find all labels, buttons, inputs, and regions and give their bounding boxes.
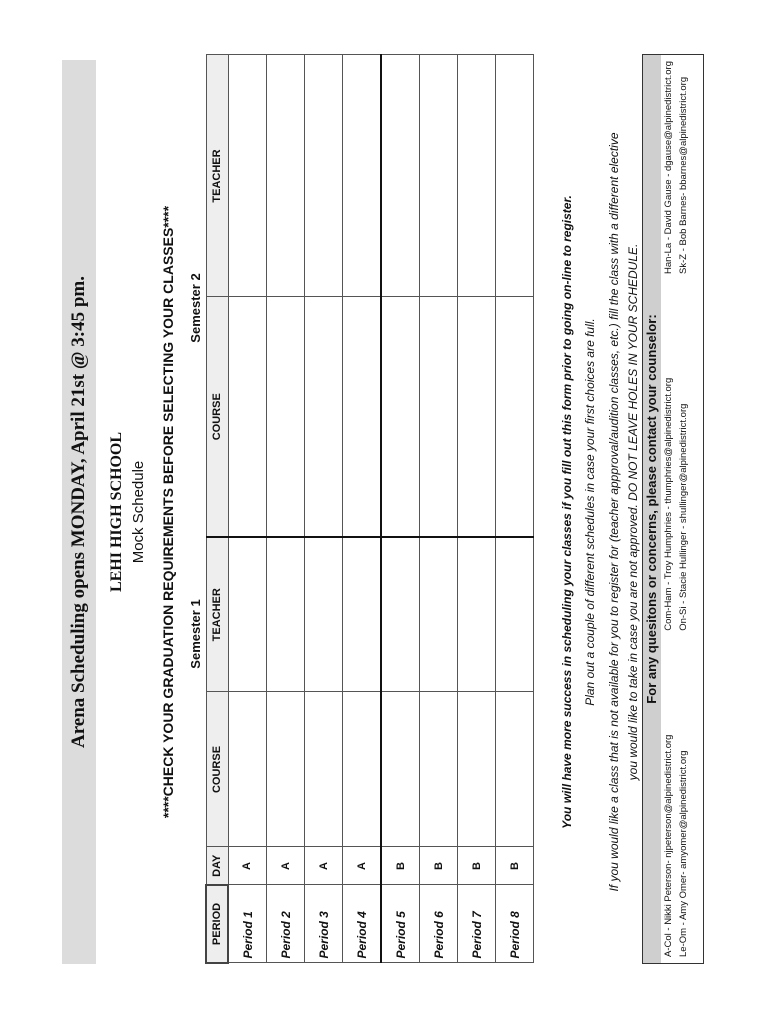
- table-row: [228, 55, 267, 963]
- sem2-course-cell[interactable]: [420, 297, 458, 537]
- period-cell: Period 2: [267, 885, 305, 963]
- scheduling-banner: Arena Scheduling opens MONDAY, April 21st @ 3:45 pm.: [62, 60, 96, 964]
- day-cell: B: [381, 847, 420, 885]
- sem1-teacher-cell[interactable]: [496, 537, 534, 692]
- period-cell: Period 5: [381, 885, 420, 963]
- sem2-teacher-cell[interactable]: [228, 55, 267, 297]
- sem2-course-cell[interactable]: [496, 297, 534, 537]
- sem1-teacher-cell[interactable]: [420, 537, 458, 692]
- period-header: PERIOD: [206, 885, 228, 963]
- sem1-course-header: COURSE: [206, 692, 228, 847]
- period-cell: Period 3: [305, 885, 343, 963]
- period-cell: Period 7: [458, 885, 496, 963]
- sem1-course-cell[interactable]: [228, 692, 267, 847]
- table-row: [496, 55, 534, 963]
- sem1-teacher-cell[interactable]: [458, 537, 496, 692]
- sem1-teacher-cell[interactable]: [343, 537, 382, 692]
- school-name: LEHI HIGH SCHOOL: [108, 431, 125, 593]
- table-row: [267, 55, 305, 963]
- table-row: [381, 55, 420, 963]
- sem1-course-cell[interactable]: [343, 692, 382, 847]
- day-cell: B: [496, 847, 534, 885]
- sem1-course-cell[interactable]: [458, 692, 496, 847]
- day-cell: B: [420, 847, 458, 885]
- sem1-course-cell[interactable]: [381, 692, 420, 847]
- day-cell: A: [305, 847, 343, 885]
- sem2-teacher-cell[interactable]: [343, 55, 382, 297]
- note-success: You will have more success in scheduling your classes if you fill out this form prior to going on-line to register.: [560, 195, 574, 829]
- sem2-teacher-header: TEACHER: [206, 55, 228, 297]
- page-subtitle: Mock Schedule: [130, 460, 147, 564]
- table-row: [305, 55, 343, 963]
- sem2-teacher-cell[interactable]: [420, 55, 458, 297]
- sem2-course-cell[interactable]: [228, 297, 267, 537]
- counselor-contact: Sk-Z - Bob Barnes- bbarnes@alpinedistrict.org: [678, 76, 689, 274]
- day-cell: A: [228, 847, 267, 885]
- sem2-course-cell[interactable]: [305, 297, 343, 537]
- day-cell: A: [343, 847, 382, 885]
- sem2-course-cell[interactable]: [458, 297, 496, 537]
- sem1-teacher-cell[interactable]: [381, 537, 420, 692]
- sem1-teacher-cell[interactable]: [228, 537, 267, 692]
- sem1-teacher-header: TEACHER: [206, 537, 228, 692]
- table-row: [343, 55, 382, 963]
- schedule-table: [205, 55, 534, 965]
- counselor-contact-box: [642, 54, 704, 964]
- sem2-course-cell[interactable]: [381, 297, 420, 537]
- contact-heading: For any quesitons or concerns, please contact your counselor:: [643, 55, 661, 963]
- sem1-course-cell[interactable]: [267, 692, 305, 847]
- sem1-course-cell[interactable]: [305, 692, 343, 847]
- counselor-contact: A-Col - Nikki Peterson- njpeterson@alpinedistrict.org: [663, 734, 674, 957]
- day-header: DAY: [206, 847, 228, 885]
- period-cell: Period 1: [228, 885, 267, 963]
- period-cell: Period 6: [420, 885, 458, 963]
- graduation-warning: ****CHECK YOUR GRADUATION REQUIREMENTS BEFORE SELECTING YOUR CLASSES****: [160, 205, 176, 819]
- day-cell: B: [458, 847, 496, 885]
- sem2-course-cell[interactable]: [343, 297, 382, 537]
- sem1-teacher-cell[interactable]: [267, 537, 305, 692]
- sem2-teacher-cell[interactable]: [458, 55, 496, 297]
- sem2-teacher-cell[interactable]: [267, 55, 305, 297]
- sem2-teacher-cell[interactable]: [496, 55, 534, 297]
- sem1-teacher-cell[interactable]: [305, 537, 343, 692]
- period-cell: Period 8: [496, 885, 534, 963]
- sem2-course-header: COURSE: [206, 297, 228, 537]
- period-cell: Period 4: [343, 885, 382, 963]
- counselor-contact: On-Si - Stacie Hullinger - shullinger@alpinedistrict.org: [678, 403, 689, 631]
- counselor-contact: Com-Ham - Troy Humphries - thumphries@alpinedistrict.org: [663, 377, 674, 631]
- semester-1-label: Semester 1: [188, 599, 203, 669]
- counselor-contact: Le-Om - Amy Omer- amyomer@alpinedistrict.org: [678, 750, 689, 957]
- sem1-course-cell[interactable]: [420, 692, 458, 847]
- sem2-teacher-cell[interactable]: [305, 55, 343, 297]
- table-row: [458, 55, 496, 963]
- semester-2-label: Semester 2: [188, 273, 203, 343]
- note-plan: Plan out a couple of different schedules in case your first choices are full.: [583, 318, 597, 706]
- counselor-contact: Han-La - David Gause - dgause@alpinedistrict.org: [663, 61, 674, 274]
- table-row: [420, 55, 458, 963]
- sem1-course-cell[interactable]: [496, 692, 534, 847]
- sem2-teacher-cell[interactable]: [381, 55, 420, 297]
- sem2-course-cell[interactable]: [267, 297, 305, 537]
- note-approval: If you would like a class that is not available for you to register for (teacher appproval/audition classes, etc.) fill the class with a different elective you would like to take in case you are not approved. DO NOT LEAVE HOLES IN YOUR SCHEDULE.: [607, 132, 640, 892]
- day-cell: A: [267, 847, 305, 885]
